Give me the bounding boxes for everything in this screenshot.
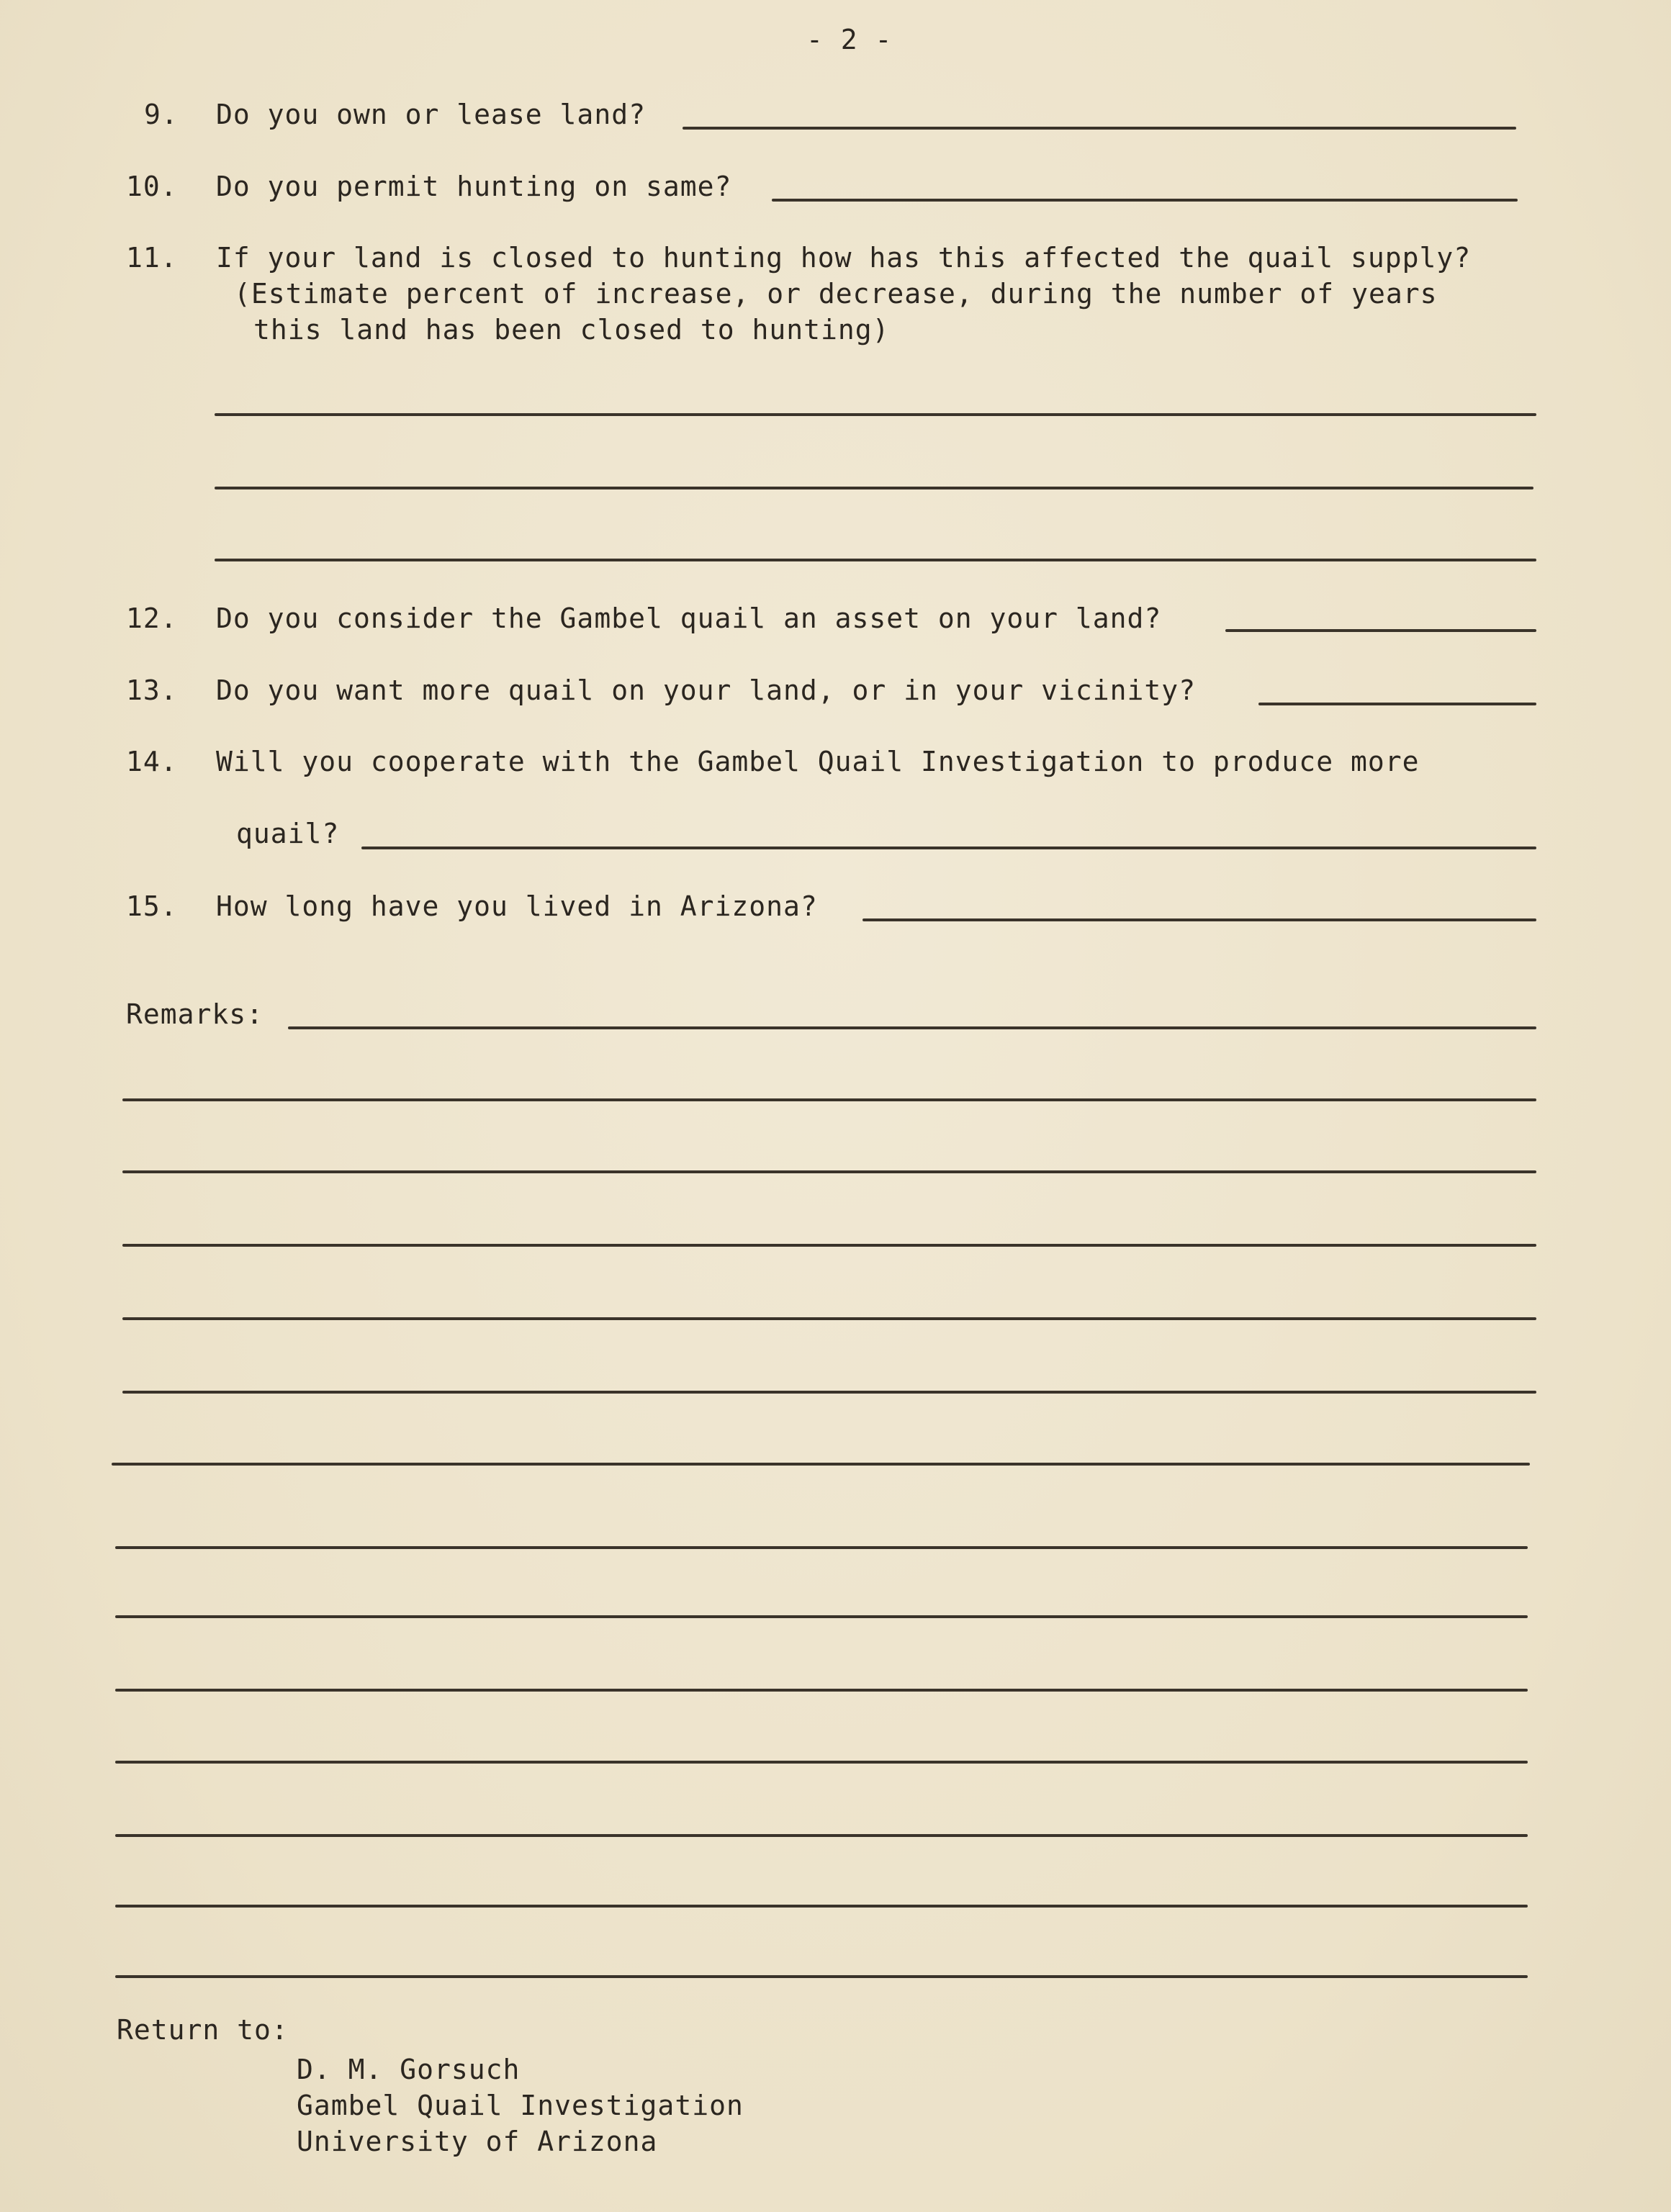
question-15-text: How long have you lived in Arizona? — [216, 890, 818, 922]
question-9-text: Do you own or lease land? — [216, 99, 646, 130]
answer-line-11b[interactable] — [215, 487, 1533, 489]
answer-line-10[interactable] — [772, 199, 1518, 202]
question-14-number: 14. — [126, 746, 178, 777]
return-to-name: D. M. Gorsuch — [297, 2054, 521, 2085]
remarks-line-9[interactable] — [115, 1615, 1528, 1618]
answer-line-12[interactable] — [1225, 629, 1536, 632]
remarks-line-2[interactable] — [122, 1098, 1536, 1101]
question-11-line3: this land has been closed to hunting) — [253, 314, 890, 346]
question-10-text: Do you permit hunting on same? — [216, 171, 732, 202]
question-10-number: 10. — [126, 171, 178, 202]
question-13-number: 13. — [126, 674, 178, 706]
remarks-line-1[interactable] — [288, 1026, 1536, 1029]
return-to-organization: Gambel Quail Investigation — [297, 2090, 744, 2121]
answer-line-11a[interactable] — [215, 413, 1536, 416]
remarks-line-6[interactable] — [122, 1391, 1536, 1394]
return-to-university: University of Arizona — [297, 2126, 658, 2157]
question-11-number: 11. — [126, 242, 178, 274]
remarks-line-13[interactable] — [115, 1905, 1528, 1908]
remarks-line-10[interactable] — [115, 1689, 1528, 1692]
remarks-line-11[interactable] — [115, 1761, 1528, 1764]
answer-line-11c[interactable] — [215, 559, 1536, 561]
question-12-text: Do you consider the Gambel quail an asset on your land? — [216, 602, 1162, 634]
question-14-line2: quail? — [236, 818, 340, 849]
question-14-line1: Will you cooperate with the Gambel Quail Investigation to produce more — [216, 746, 1420, 777]
question-15-number: 15. — [126, 890, 178, 922]
question-9-number: 9. — [144, 99, 179, 130]
question-13-text: Do you want more quail on your land, or in your vicinity? — [216, 674, 1197, 706]
answer-line-15[interactable] — [862, 918, 1536, 921]
return-to-label: Return to: — [117, 2014, 289, 2046]
question-11-line2: (Estimate percent of increase, or decrease, during the number of years — [234, 278, 1438, 310]
remarks-line-4[interactable] — [122, 1244, 1536, 1247]
remarks-line-3[interactable] — [122, 1170, 1536, 1173]
question-11-line1: If your land is closed to hunting how has this affected the quail supply? — [216, 242, 1472, 274]
remarks-line-7[interactable] — [112, 1463, 1530, 1466]
answer-line-14[interactable] — [361, 847, 1536, 849]
remarks-line-5[interactable] — [122, 1317, 1536, 1320]
remarks-line-8[interactable] — [115, 1546, 1528, 1549]
answer-line-9[interactable] — [683, 127, 1516, 130]
remarks-line-12[interactable] — [115, 1834, 1528, 1837]
answer-line-13[interactable] — [1258, 703, 1536, 705]
remarks-label: Remarks: — [126, 998, 264, 1030]
remarks-line-14[interactable] — [115, 1975, 1528, 1978]
page-number: - 2 - — [806, 24, 893, 55]
question-12-number: 12. — [126, 602, 178, 634]
